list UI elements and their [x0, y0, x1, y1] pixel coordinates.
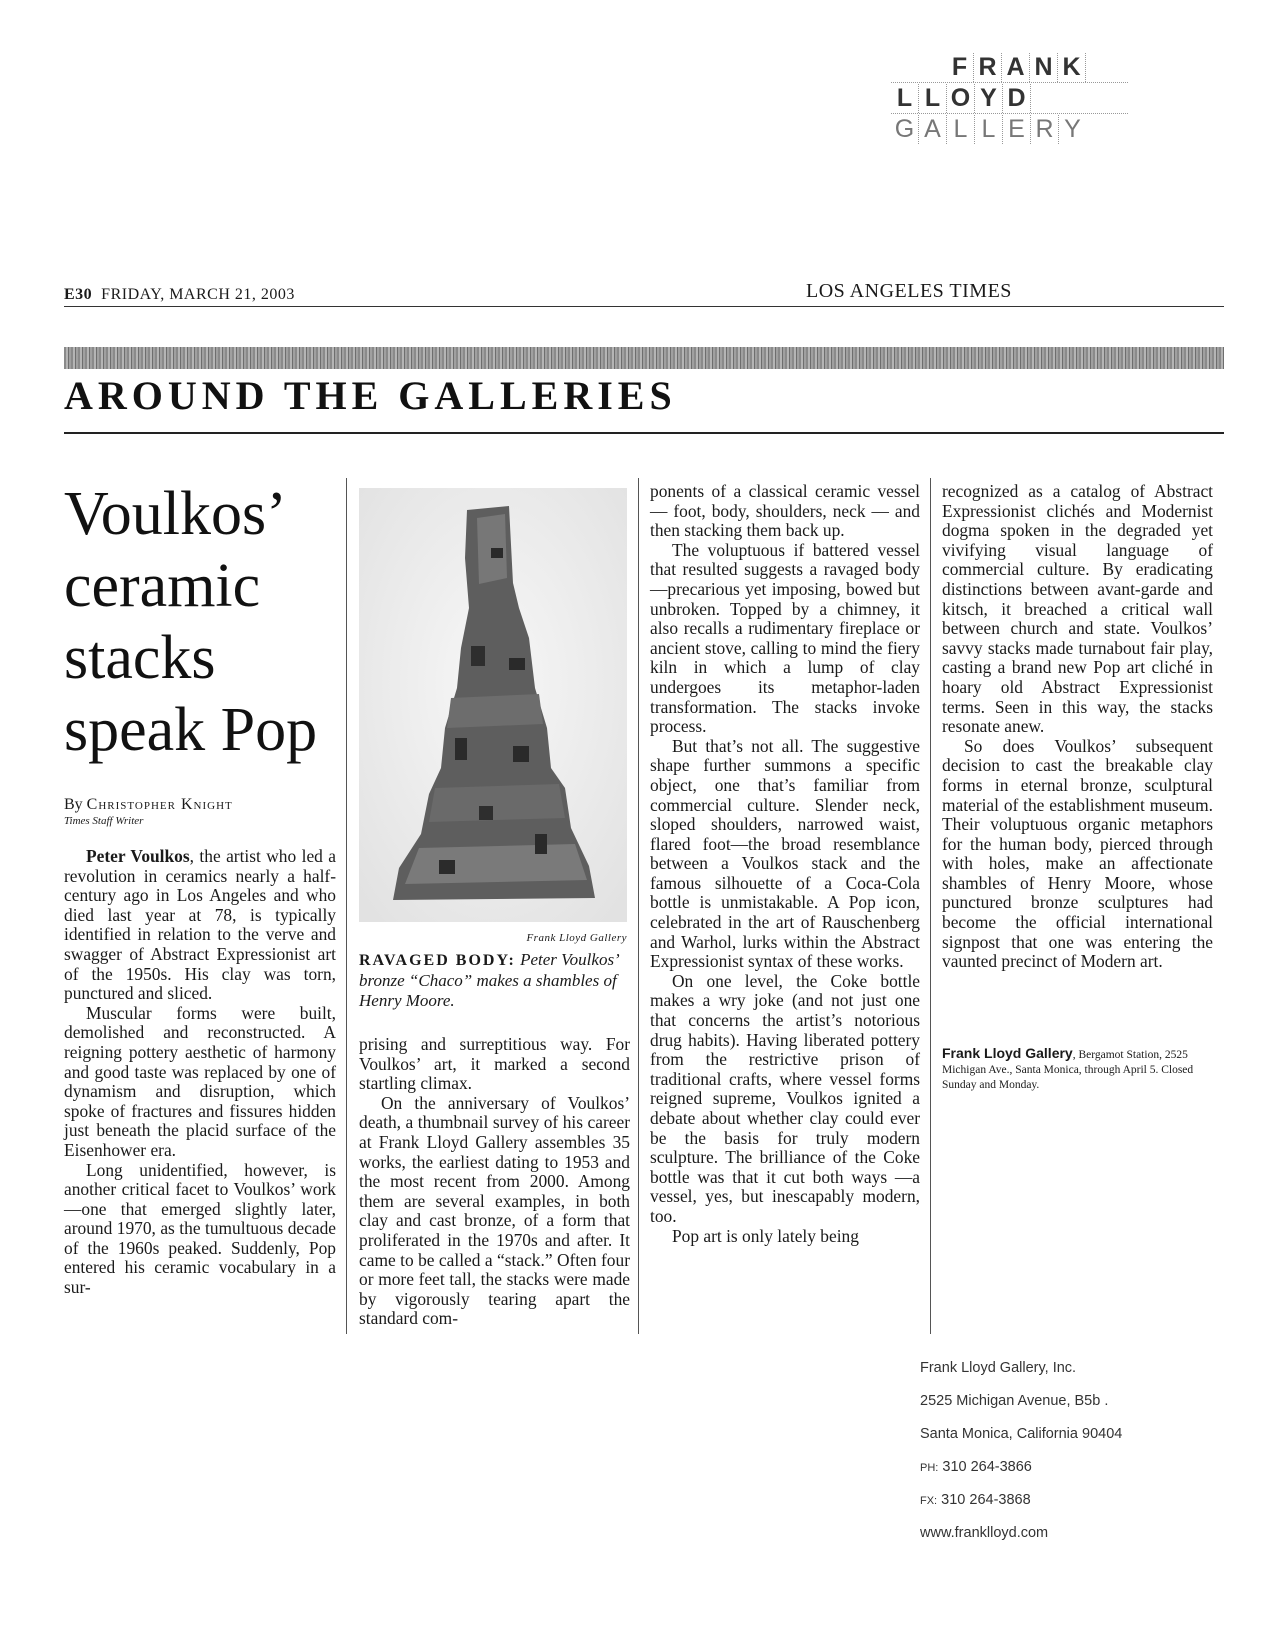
- logo-letter: G: [891, 115, 919, 144]
- logo-letter: A: [1002, 53, 1030, 82]
- contact-company: Frank Lloyd Gallery, Inc.: [920, 1360, 1077, 1376]
- phone-number: 310 264-3866: [942, 1459, 1032, 1475]
- page-number: E30: [64, 286, 93, 303]
- article-column-4: [942, 482, 1213, 972]
- paragraph: ponents of a classical ceramic vessel — foot, body, shoulders, neck — and then stacking them back up.: [650, 481, 920, 541]
- logo-letter: K: [1058, 53, 1086, 82]
- logo-letter: L: [919, 84, 947, 113]
- byline: [64, 796, 233, 814]
- sculpture-photo: [359, 488, 627, 922]
- headline: Voulkos’ ceramic stacks speak Pop: [64, 480, 318, 764]
- sculpture-image: [359, 488, 627, 922]
- paragraph: Long unidentified, however, is another critical facet to Voulkos’ work—one that emerged slightly later, around 1970, as the tumultuous decade of the 1960s peaked. Suddenly, Pop entered his ceramic vocabulary in a sur-: [64, 1159, 336, 1298]
- fax-number: 310 264-3868: [941, 1492, 1031, 1508]
- logo-row-2: [891, 82, 1128, 114]
- logo-letter: A: [919, 115, 947, 144]
- contact-city: Santa Monica, California 90404: [920, 1426, 1123, 1442]
- paragraph: On one level, the Coke bottle makes a wry joke (and not just one that concerns the artist’s notorious drug habits). Having liberated pottery from the restrictive prison of traditional crafts, where vessel forms reigned supreme, Voulkos ignited a debate about whether clay could ever be the basis for truly modern sculpture. The brilliance of the Coke bottle was that it cut both ways —a vessel, yes, but inescapably modern, too.: [650, 970, 920, 1226]
- paragraph: But that’s not all. The suggestive shape further summons a specific object, one that’s familiar from commercial culture. Slender neck, sloped shoulders, narrowed waist, flared foot—the broad resemblance between a Voulkos stack and the famous silhouette of a Coca-Cola bottle is unmistakable. A Pop icon, celebrated in the art of Rauschenberg and Warhol, lurks within the Abstract Expressionist syntax of these works.: [650, 735, 920, 972]
- column-divider: [930, 478, 931, 1334]
- contact-phone: [920, 1459, 1122, 1492]
- logo-letter: N: [1030, 53, 1058, 82]
- contact-website: www.franklloyd.com: [920, 1525, 1049, 1541]
- logo-row-3: [891, 114, 1128, 144]
- section-band: [64, 347, 1224, 369]
- paragraph: On the anniversary of Voulkos’ death, a thumbnail survey of his career at Frank Lloyd Gallery assembles 35 works, the earliest dating to 1953 and the most recent from 2000. Among them are several examples, in both clay and cast bronze, of a form that proliferated in the 1970s and after. It came to be called a “stack.” Often four or more feet tall, the stacks were made by vigorously tearing apart the standard com-: [359, 1092, 630, 1329]
- author-name: Christopher Knight: [86, 796, 233, 813]
- logo-letter: D: [1003, 84, 1031, 113]
- logo-letter: L: [975, 115, 1003, 144]
- logo-letter: F: [946, 53, 974, 82]
- logo-letter: E: [1003, 115, 1031, 144]
- exhibition-info: [942, 1046, 1212, 1093]
- dateline: [64, 286, 295, 304]
- byline-prefix: By: [64, 796, 83, 813]
- column-divider: [346, 478, 347, 1334]
- logo-letter: R: [974, 53, 1002, 82]
- paragraph-text: , the artist who led a revolution in ceramics nearly a half-century ago in Los Angeles and who died last year at 78, is typically identified in relation to the verve and swagger of Abstract Expressionist art of the 1950s. His clay was torn, punctured and sliced.: [64, 846, 336, 1004]
- paragraph: Muscular forms were built, demolished and reconstructed. A reigning pottery aesthetic of harmony and good taste was replaced by one of dynamism and disruption, which spoke of fractures and fissures hidden just beneath the placid surface of the Eisenhower era.: [64, 1002, 336, 1160]
- gallery-contact: [920, 1360, 1122, 1558]
- logo-letter: Y: [975, 84, 1003, 113]
- article-column-1: [64, 847, 336, 1298]
- info-gallery-name: Frank Lloyd Gallery: [942, 1045, 1073, 1061]
- issue-date: FRIDAY, MARCH 21, 2003: [101, 286, 295, 303]
- lead-name: Peter Voulkos: [86, 846, 190, 866]
- contact-address: 2525 Michigan Avenue, B5b .: [920, 1393, 1109, 1409]
- logo-letter: L: [891, 84, 919, 113]
- paragraph: So does Voulkos’ subsequent decision to cast the breakable clay forms in eternal bronze, sculptural material of the establishment museum. Their voluptuous organic metaphors for the human body, pierced through with holes, make an affectionate shambles of Henry Moore, whose punctured bronze sculptures had become the official international signpost that one was entering the vaunted precinct of Modern art.: [942, 735, 1213, 972]
- paragraph: The voluptuous if battered vessel that resulted suggests a ravaged body—precarious yet imposing, bowed but unbroken. Topped by a chimney, it also recalls a rudimentary fireplace or ancient stove, calling to mind the fiery kiln in which a lump of clay undergoes its metaphor-laden transformation. The stacks invoke process.: [650, 539, 920, 737]
- paragraph: [64, 847, 336, 1004]
- masthead-rule: [64, 306, 1224, 307]
- paragraph: prising and surreptitious way. For Voulkos’ art, it marked a second startling climax.: [359, 1034, 630, 1094]
- caption-head: RAVAGED BODY:: [359, 952, 516, 969]
- column-divider: [638, 478, 639, 1334]
- phone-label: PH:: [920, 1462, 939, 1474]
- logo-letter: R: [1031, 115, 1059, 144]
- gallery-logo: [894, 52, 1128, 148]
- info-details: , Bergamot Station, 2525 Michigan Ave., Santa Monica, through April 5. Closed Sunday and Monday.: [942, 1049, 1194, 1091]
- paragraph: Pop art is only lately being: [672, 1225, 859, 1246]
- photo-caption: [359, 950, 629, 1011]
- section-rule: [64, 432, 1224, 434]
- logo-letter: L: [947, 115, 975, 144]
- article-column-2: [359, 1035, 630, 1329]
- caption-text: Peter Voulkos’ bronze “Chaco” makes a shambles of Henry Moore.: [359, 950, 618, 1010]
- newspaper-name: LOS ANGELES TIMES: [806, 280, 1012, 302]
- paragraph: recognized as a catalog of Abstract Expressionist clichés and Modernist dogma spoken in the degraded yet vivifying visual language of commercial culture. By eradicating distinctions between avant-garde and kitsch, it breached a critical wall between church and state. Voulkos’ savvy stacks made turnabout fair play, casting a brand new Pop art cliché in hoary old Abstract Expressionist terms. Seen in this way, the stacks resonate anew.: [942, 481, 1213, 737]
- author-role: Times Staff Writer: [64, 815, 144, 827]
- photo-credit: Frank Lloyd Gallery: [526, 932, 627, 944]
- section-title: AROUND THE GALLERIES: [64, 373, 677, 418]
- fax-label: FX:: [920, 1495, 938, 1507]
- logo-letter: Y: [1064, 114, 1081, 143]
- contact-fax: [920, 1492, 1122, 1525]
- logo-letter: O: [947, 84, 975, 113]
- article-column-3: [650, 482, 920, 1246]
- logo-row-1: [918, 52, 1128, 82]
